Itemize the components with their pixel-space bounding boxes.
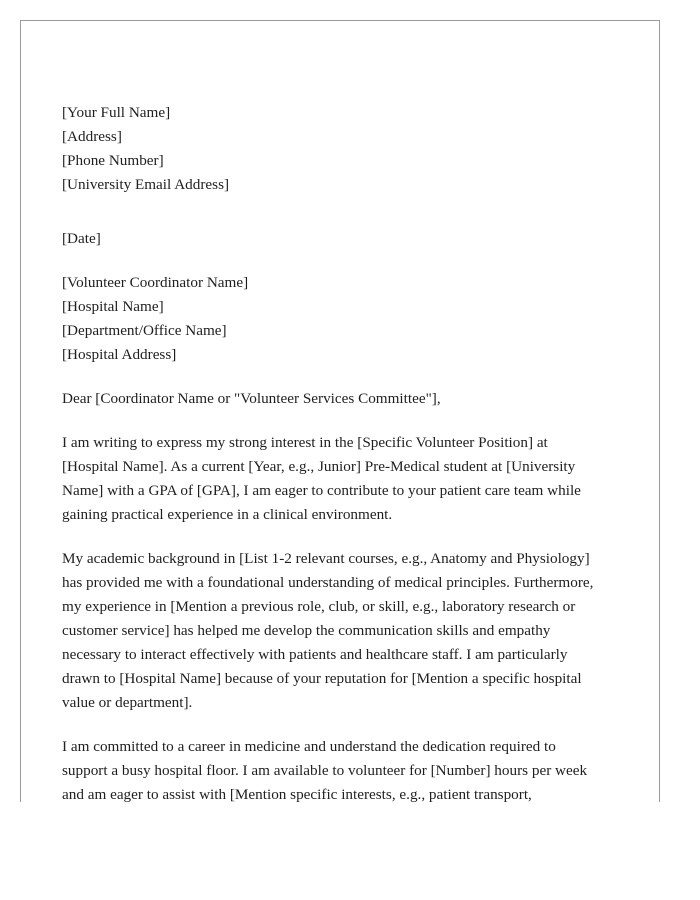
recipient-block xyxy=(62,271,632,367)
paragraph-line: my experience in [Mention a previous role, club, or skill, e.g., laboratory research or xyxy=(62,598,576,615)
salutation xyxy=(62,387,632,411)
sender-block xyxy=(62,101,632,197)
paragraph-line: I am writing to express my strong interest in the [Specific Volunteer Position] at xyxy=(62,434,548,451)
letter-content xyxy=(62,101,632,802)
paragraph-line: customer service] has helped me develop the communication skills and empathy xyxy=(62,622,551,639)
letter-page xyxy=(20,20,660,802)
recipient-address: [Hospital Address] xyxy=(62,346,177,363)
paragraph-line: [Hospital Name]. As a current [Year, e.g., Junior] Pre-Medical student at [University xyxy=(62,458,576,475)
paragraph-line: has provided me with a foundational understanding of medical principles. Furthermore, xyxy=(62,574,594,591)
paragraph-line: and am eager to assist with [Mention specific interests, e.g., patient transport, xyxy=(62,786,532,802)
sender-phone: [Phone Number] xyxy=(62,152,164,169)
paragraph-line: gaining practical experience in a clinical environment. xyxy=(62,506,393,523)
sender-email: [University Email Address] xyxy=(62,176,230,193)
body-paragraph-3 xyxy=(62,735,632,802)
paragraph-line: support a busy hospital floor. I am available to volunteer for [Number] hours per week xyxy=(62,762,588,779)
recipient-hospital: [Hospital Name] xyxy=(62,298,164,315)
paragraph-line: Name] with a GPA of [GPA], I am eager to contribute to your patient care team while xyxy=(62,482,581,499)
recipient-coordinator: [Volunteer Coordinator Name] xyxy=(62,274,249,291)
sender-name: [Your Full Name] xyxy=(62,104,171,121)
body-paragraph-2 xyxy=(62,547,632,715)
body-paragraph-1 xyxy=(62,431,632,527)
paragraph-line: My academic background in [List 1-2 relevant courses, e.g., Anatomy and Physiology] xyxy=(62,550,590,567)
paragraph-line: value or department]. xyxy=(62,694,193,711)
letter-date: [Date] xyxy=(62,230,101,247)
recipient-department: [Department/Office Name] xyxy=(62,322,227,339)
date-block xyxy=(62,227,632,251)
paragraph-line: necessary to interact effectively with patients and healthcare staff. I am particularly xyxy=(62,646,568,663)
salutation-text: Dear [Coordinator Name or "Volunteer Services Committee"], xyxy=(62,390,441,407)
paragraph-line: I am committed to a career in medicine and understand the dedication required to xyxy=(62,738,556,755)
sender-address: [Address] xyxy=(62,128,122,145)
paragraph-line: drawn to [Hospital Name] because of your reputation for [Mention a specific hospital xyxy=(62,670,582,687)
